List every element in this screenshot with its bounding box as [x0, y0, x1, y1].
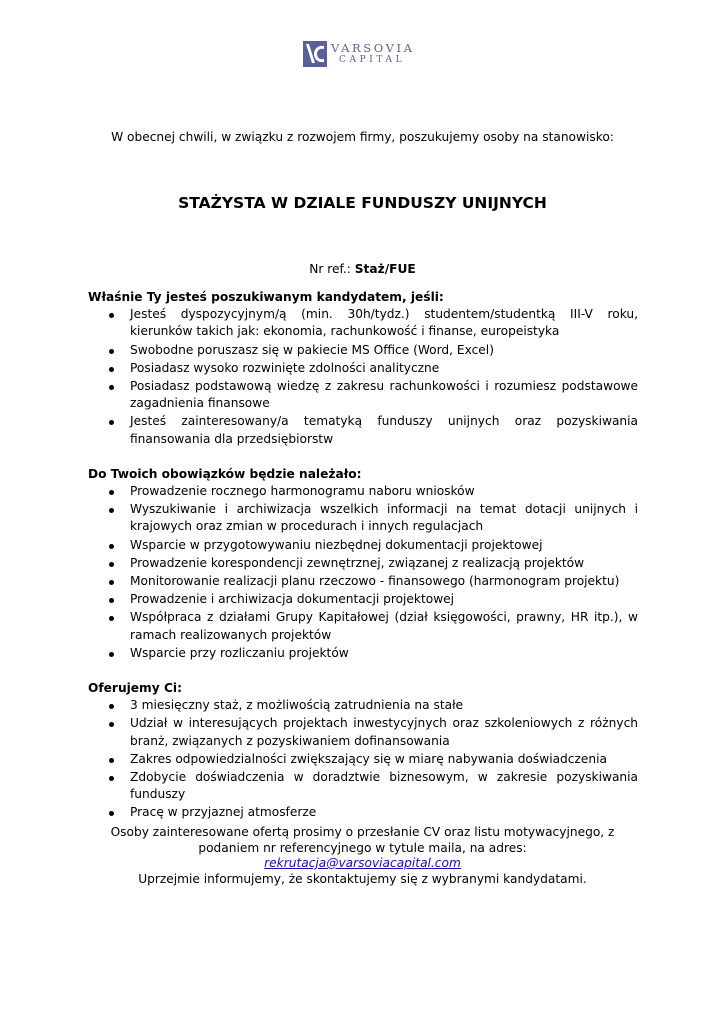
reference-value: Staż/FUE: [354, 262, 416, 276]
requirements-heading: Właśnie Ty jesteś poszukiwanym kandydatem, jeśli:: [88, 290, 444, 304]
varsovia-capital-logo-mark-icon: [303, 41, 327, 67]
list-item: Współpraca z działami Grupy Kapitałowej (dział księgowości, prawny, HR itp.), w ramach realizowanych projektów: [88, 609, 638, 643]
application-instructions: [70, 825, 655, 887]
requirements-list: [88, 306, 638, 448]
list-item: Wsparcie przy rozliczaniu projektów: [88, 645, 638, 662]
reference-number: [0, 262, 725, 276]
offer-heading: Oferujemy Ci:: [88, 681, 182, 696]
list-item: Prowadzenie i archiwizacja dokumentacji projektowej: [88, 591, 638, 608]
list-item: Pracę w przyjaznej atmosferze: [88, 804, 638, 821]
list-item: Posiadasz podstawową wiedzę z zakresu rachunkowości i rozumiesz podstawowe zagadnienia finansowe: [88, 378, 638, 412]
list-item: Swobodne poruszasz się w pakiecie MS Office (Word, Excel): [88, 342, 638, 359]
list-item: 3 miesięczny staż, z możliwością zatrudnienia na stałe: [88, 697, 638, 714]
list-item: Jesteś zainteresowany/a tematyką funduszy unijnych oraz pozyskiwania finansowania dla przedsiębiorstw: [88, 413, 638, 447]
company-logo: [303, 38, 415, 70]
footer-line-3: Uprzejmie informujemy, że skontaktujemy się z wybranymi kandydatami.: [138, 871, 587, 886]
intro-text: W obecnej chwili, w związku z rozwojem firmy, poszukujemy osoby na stanowisko:: [111, 130, 614, 144]
list-item: Jesteś dyspozycyjnym/ą (min. 30h/tydz.) studentem/studentką III-V roku, kierunków takich jak: ekonomia, rachunkowość i finanse, europeistyka: [88, 306, 638, 340]
reference-label: Nr ref.:: [309, 262, 355, 276]
list-item: Zakres odpowiedzialności zwiększający się w miarę nabywania doświadczenia: [88, 751, 638, 768]
logo-name-line2: CAPITAL: [339, 55, 406, 66]
footer-line-2: podaniem nr referencyjnego w tytule maila, na adres:: [198, 840, 527, 855]
duties-heading: Do Twoich obowiązków będzie należało:: [88, 466, 362, 481]
duties-list: [88, 483, 638, 662]
list-item: Wyszukiwanie i archiwizacja wszelkich informacji na temat dotacji unijnych i krajowych oraz zmian w procedurach i innych regulacjach: [88, 501, 638, 535]
list-item: Zdobycie doświadczenia w doradztwie biznesowym, w zakresie pozyskiwania funduszy: [88, 769, 638, 803]
recruitment-email-link[interactable]: rekrutacja@varsoviacapital.com: [264, 856, 461, 870]
list-item: Wsparcie w przygotowywaniu niezbędnej dokumentacji projektowej: [88, 537, 638, 554]
list-item: Udział w interesujących projektach inwestycyjnych oraz szkoleniowych z różnych branż, związanych z pozyskiwaniem dofinansowania: [88, 715, 638, 749]
list-item: Prowadzenie rocznego harmonogramu naboru wniosków: [88, 483, 638, 500]
list-item: Monitorowanie realizacji planu rzeczowo - finansowego (harmonogram projektu): [88, 573, 638, 590]
logo-name-line1: VARSOVIA: [331, 40, 415, 55]
list-item: Prowadzenie korespondencji zewnętrznej, związanej z realizacją projektów: [88, 555, 638, 572]
logo-text: [331, 40, 415, 66]
offer-list: [88, 697, 638, 821]
list-item: Posiadasz wysoko rozwinięte zdolności analityczne: [88, 360, 638, 377]
job-title: STAŻYSTA W DZIALE FUNDUSZY UNIJNYCH: [178, 194, 547, 212]
footer-line-1: Osoby zainteresowane ofertą prosimy o przesłanie CV oraz listu motywacyjnego, z: [110, 825, 615, 839]
document-body: [88, 289, 638, 823]
